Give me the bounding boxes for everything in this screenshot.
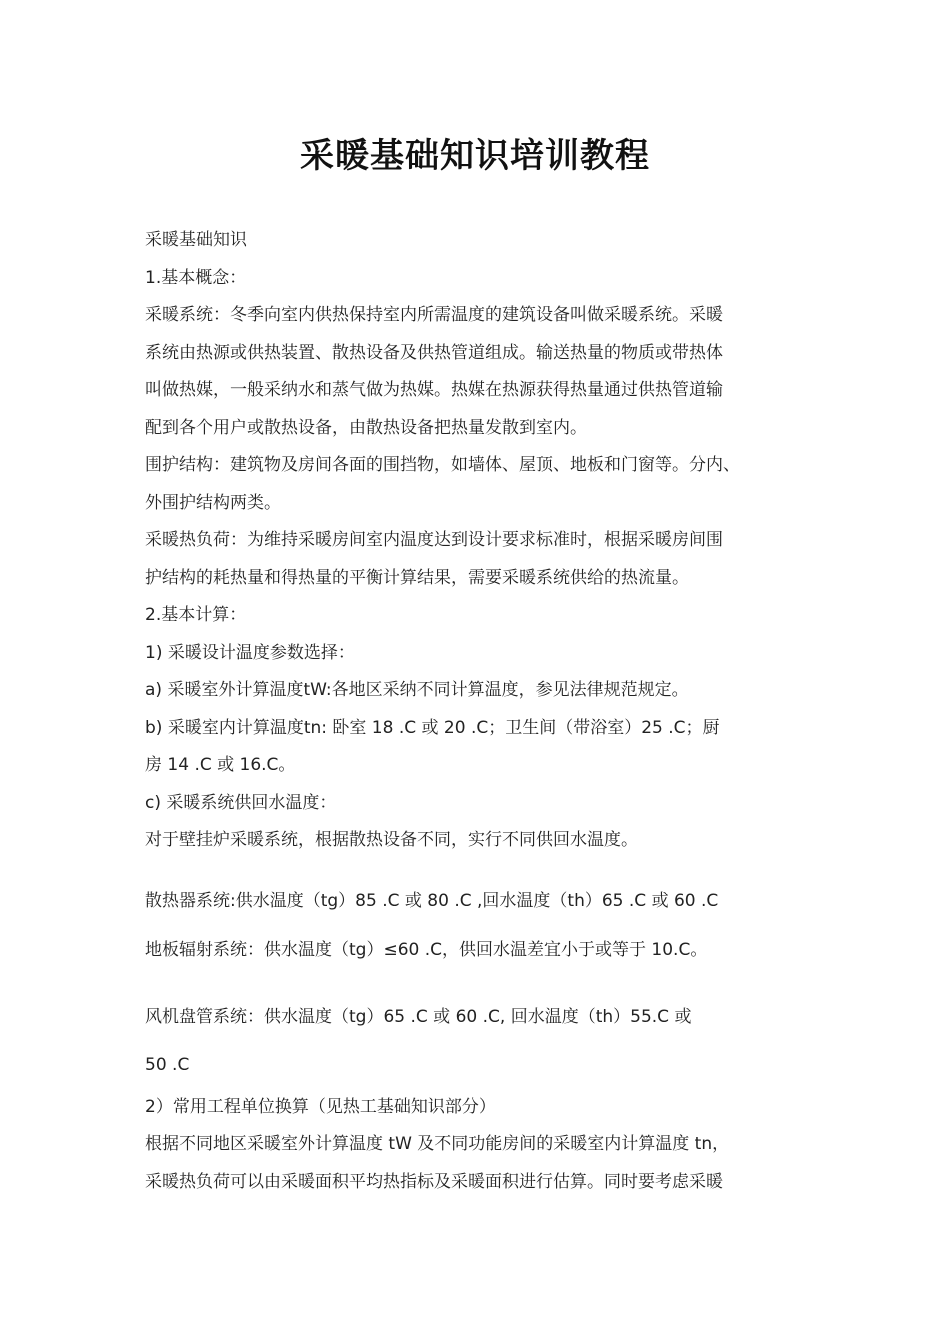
- list-item: 房 14 .C 或 16.C。: [145, 755, 296, 775]
- paragraph-line: 地板辐射系统：供水温度（tg）≤60 .C，供回水温差宜小于或等于 10.C。: [145, 940, 708, 960]
- paragraph-line: 采暖系统：冬季向室内供热保持室内所需温度的建筑设备叫做采暖系统。采暖: [145, 305, 723, 325]
- paragraph-line: 散热器系统:供水温度（tg）85 .C 或 80 .C ,回水温度（th）65 .C 或 60 .C: [145, 890, 719, 911]
- paragraph-line: 2）常用工程单位换算（见热工基础知识部分）: [145, 1096, 496, 1117]
- document-body: [145, 222, 815, 1201]
- list-item: b) 采暖室内计算温度tn: 卧室 18 .C 或 20 .C；卫生间（带浴室）25 .C；厨: [145, 717, 720, 738]
- paragraph-line: 围护结构：建筑物及房间各面的围挡物，如墙体、屋顶、地板和门窗等。分内、: [145, 455, 740, 475]
- paragraph-line: 采暖热负荷可以由采暖面积平均热指标及采暖面积进行估算。同时要考虑采暖: [145, 1171, 723, 1192]
- subsection-heading: 2.基本计算：: [145, 605, 247, 625]
- list-item: a) 采暖室外计算温度tW:各地区采纳不同计算温度，参见法律规范规定。: [145, 680, 689, 700]
- paragraph-line: 50 .C: [145, 1054, 190, 1075]
- list-item: 1) 采暖设计温度参数选择：: [145, 642, 355, 663]
- paragraph-gap: [145, 860, 815, 883]
- paragraph-line: 根据不同地区采暖室外计算温度 tW 及不同功能房间的采暖室内计算温度 tn，: [145, 1134, 730, 1154]
- paragraph-line: 风机盘管系统：供水温度（tg）65 .C 或 60 .C, 回水温度（th）55.C 或: [145, 1006, 692, 1027]
- paragraph-gap: [145, 970, 815, 993]
- section-heading: 采暖基础知识: [145, 230, 247, 250]
- paragraph-line: 叫做热媒，一般采纳水和蒸气做为热媒。热媒在热源获得热量通过供热管道输: [145, 380, 723, 400]
- paragraph-line: 外围护结构两类。: [145, 492, 281, 513]
- subsection-heading: 1.基本概念：: [145, 267, 247, 288]
- list-item: c) 采暖系统供回水温度：: [145, 792, 337, 813]
- document-title: 采暖基础知识培训教程: [300, 136, 650, 176]
- paragraph-line: 对于壁挂炉采暖系统，根据散热设备不同，实行不同供回水温度。: [145, 830, 638, 850]
- paragraph-line: 采暖热负荷：为维持采暖房间室内温度达到设计要求标准时，根据采暖房间围: [145, 530, 723, 550]
- paragraph-line: 系统由热源或供热装置、散热设备及供热管道组成。输送热量的物质或带热体: [145, 342, 723, 363]
- paragraph-line: 护结构的耗热量和得热量的平衡计算结果，需要采暖系统供给的热流量。: [145, 567, 689, 588]
- paragraph-line: 配到各个用户或散热设备，由散热设备把热量发散到室内。: [145, 417, 587, 438]
- paragraph-gap: [145, 920, 815, 932]
